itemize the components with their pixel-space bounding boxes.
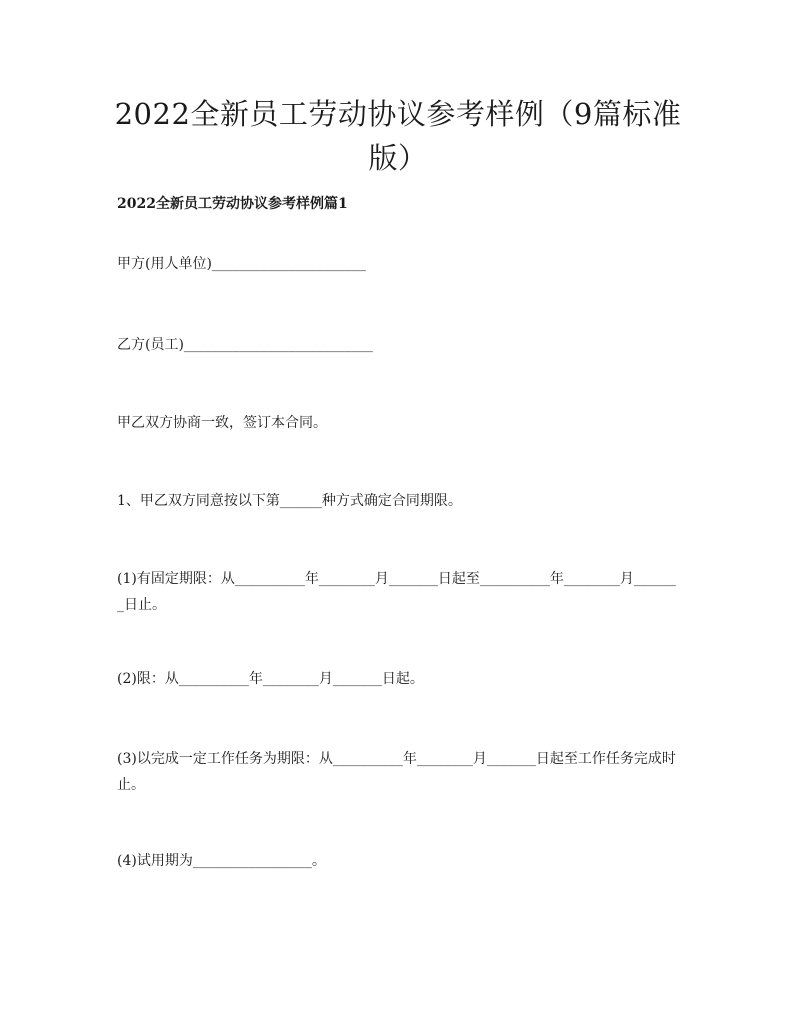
clause-1-option-4: (4)试用期为_________________。 bbox=[117, 853, 326, 869]
party-a-line: 甲方(用人单位)______________________ bbox=[117, 256, 366, 272]
clause-1-option-3: (3)以完成一定工作任务为期限：从__________年________月_______日起至工作任务完成时止。 bbox=[117, 751, 676, 793]
party-b-line: 乙方(员工)___________________________ bbox=[117, 337, 373, 353]
clause-1-option-2: (2)限：从__________年________月_______日起。 bbox=[117, 671, 424, 687]
clause-1-option-1: (1)有固定期限：从__________年________月_______日起至__________年________月_______日止。 bbox=[117, 571, 676, 613]
document-title: 2022全新员工劳动协议参考样例（9篇标准版） bbox=[114, 97, 682, 175]
clause-1: 1、甲乙双方同意按以下第______种方式确定合同期限。 bbox=[117, 493, 462, 509]
section-heading: 2022全新员工劳动协议参考样例篇1 bbox=[117, 196, 348, 212]
agreement-statement: 甲乙双方协商一致，签订本合同。 bbox=[117, 415, 327, 431]
